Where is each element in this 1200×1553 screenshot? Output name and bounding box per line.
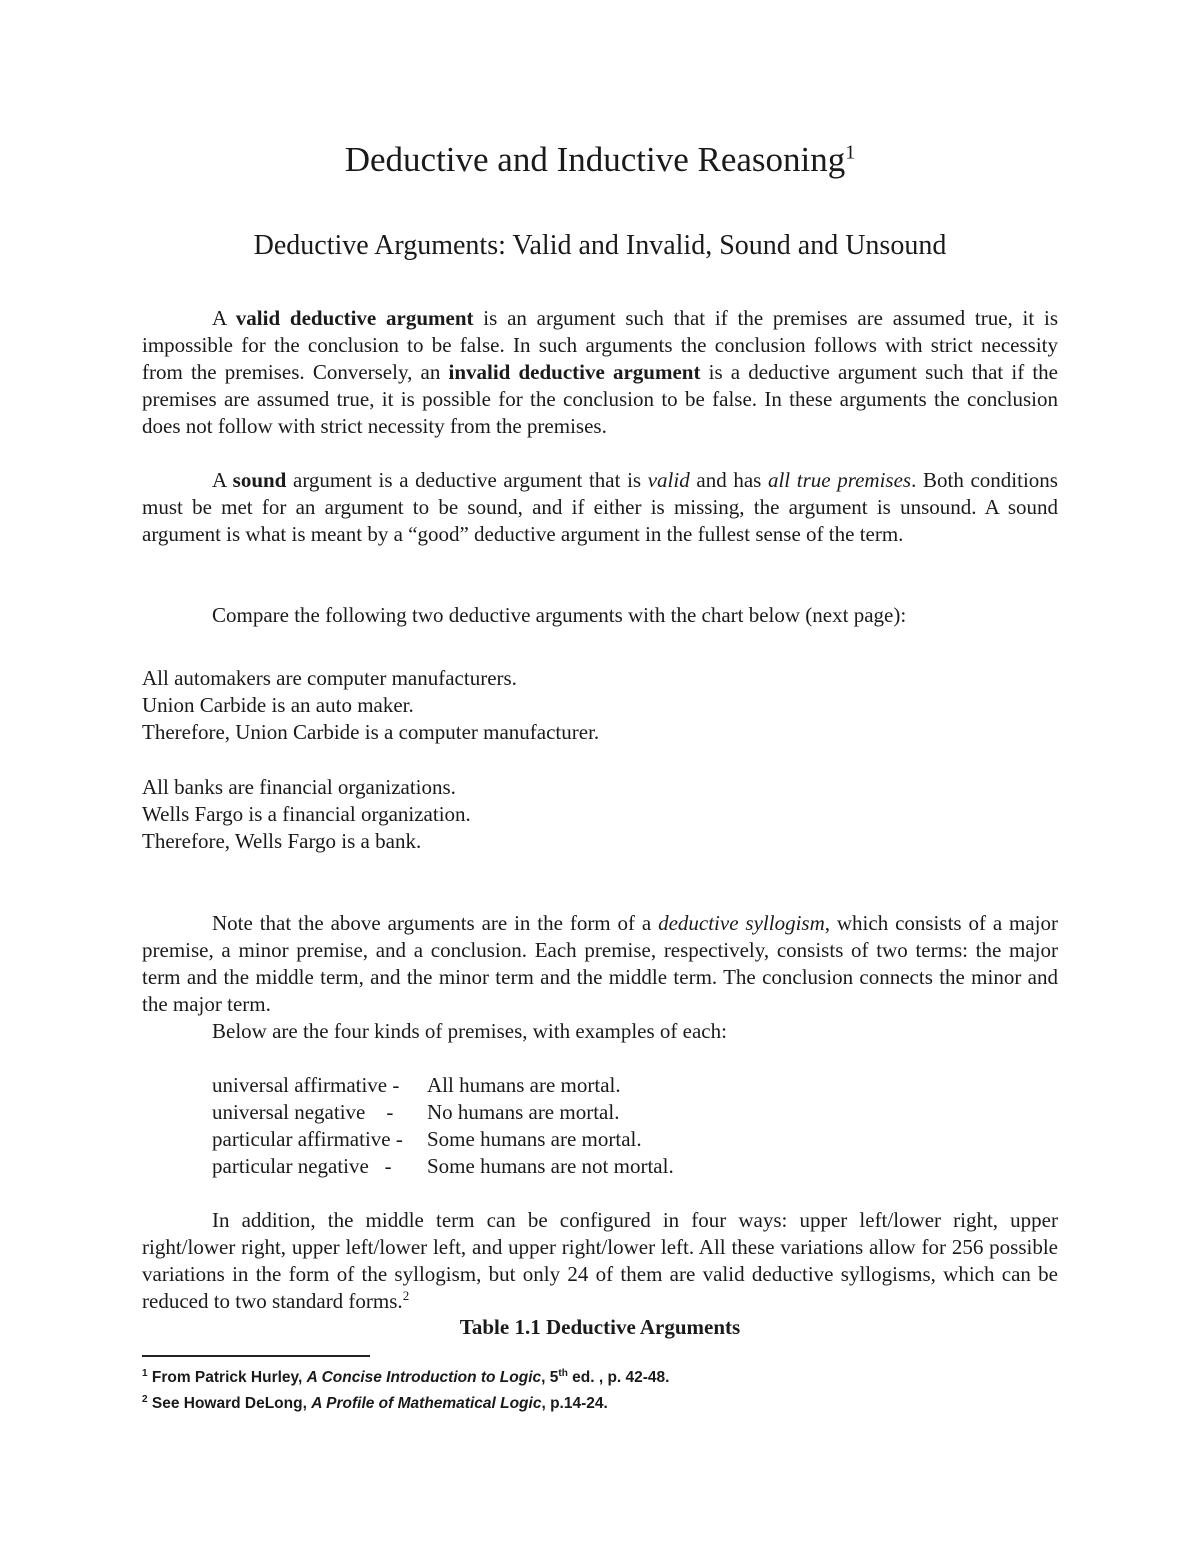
table-caption: Table 1.1 Deductive Arguments	[459, 1315, 741, 1339]
footnote-divider	[142, 1355, 370, 1357]
footnotes	[142, 1365, 1058, 1417]
kinds-intro: Below are the four kinds of premises, with examples of each:	[212, 1019, 727, 1043]
list-item: universal affirmative - All humans are mortal.	[212, 1073, 621, 1097]
footnote-ref: 2	[402, 1288, 410, 1303]
argument-1	[142, 665, 1058, 746]
compare-line: Compare the following two deductive arguments with the chart below (next page):	[212, 603, 907, 627]
page-title: Deductive and Inductive Reasoning$^1$	[344, 140, 856, 179]
paragraph-valid-invalid: A valid deductive argument is an argument such that if the premises are assumed true, it is impossible for the conclusion to be false. In such arguments the conclusion follows with strict necessity from the premises. Conversely, an invalid deductive argument is a deductive argument such that if the premises are assumed true, it is possible for the conclusion to be false. In these arguments the conclusion does not follow with strict necessity from the premises.	[142, 306, 1059, 438]
paragraph-sound: A sound argument is a deductive argument that is valid and has all true premises. Both conditions must be met for an argument to be sound, and if either is missing, the argument is unsound. A sound argument is what is meant by a “good” deductive argument in the fullest sense of the term.	[142, 468, 1058, 546]
paragraph-middle-term: In addition, the middle term can be configured in four ways: upper left/lower right, upper right/lower right, upper left/lower left, and upper right/lower left. All these variations allow for 256 possible variations in the form of the syllogism, but only 24 of them are valid deductive syllogisms, which can be reduced to two standard forms.$^2$	[142, 1208, 1058, 1313]
argument-line: All banks are financial organizations.	[142, 775, 456, 799]
argument-2	[142, 774, 1058, 855]
argument-line: Union Carbide is an auto maker.	[142, 693, 414, 717]
argument-line: All automakers are computer manufacturers.	[142, 666, 517, 690]
list-item: universal negative - No humans are mortal.	[212, 1100, 620, 1124]
premise-kinds-list	[212, 1072, 674, 1180]
section-heading: Deductive Arguments: Valid and Invalid, Sound and Unsound	[253, 230, 947, 261]
footnote-1: $^1$ From Patrick Hurley, A Concise Introduction to Logic, 5th ed. , p. 42-48.	[142, 1367, 670, 1386]
argument-line: Therefore, Union Carbide is a computer manufacturer.	[142, 720, 600, 744]
footnote-ref: 1	[845, 141, 856, 164]
argument-line: Wells Fargo is a financial organization.	[142, 802, 471, 826]
footnote-2: $^2$ See Howard DeLong, A Profile of Mathematical Logic, p.14-24.	[142, 1393, 608, 1412]
argument-line: Therefore, Wells Fargo is a bank.	[142, 829, 422, 853]
paragraph-syllogism: Note that the above arguments are in the form of a deductive syllogism, which consists of a major premise, a minor premise, and a conclusion. Each premise, respectively, consists of two terms: the major term and the middle term, and the minor term and the middle term. The conclusion connects the minor and the major term.	[142, 911, 1058, 1016]
list-item: particular affirmative - Some humans are mortal.	[212, 1127, 642, 1151]
list-item: particular negative - Some humans are not mortal.	[212, 1154, 674, 1178]
